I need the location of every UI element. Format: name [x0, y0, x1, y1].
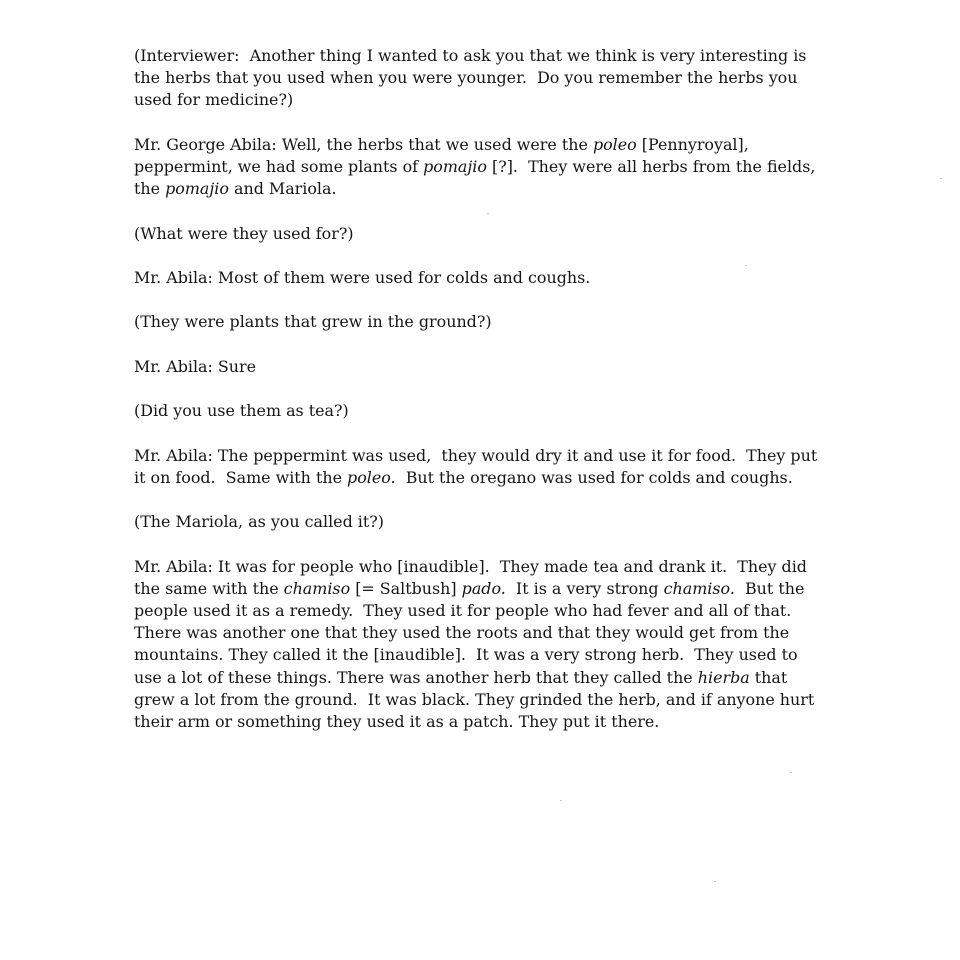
- scan-speck: [940, 178, 942, 179]
- text-segment: [?]. They were all herbs from the fields, the: [134, 157, 821, 199]
- text-segment: (What were they used for?): [134, 223, 354, 243]
- italic-term: chamiso.: [663, 578, 735, 598]
- text-segment: (Interviewer: Another thing I wanted to ask you that we think is very interesting is the herbs that you used when you were younger. Do you remember the herbs you used for medicine?): [134, 46, 812, 110]
- transcript-paragraph: [134, 556, 824, 734]
- transcript-paragraph: [134, 134, 824, 201]
- text-segment: Mr. Abila: It was for people who [inaudible]. They made tea and drank it. They did the same with the: [134, 556, 813, 598]
- transcript-paragraph: [134, 511, 824, 533]
- text-segment: [= Saltbush]: [350, 578, 462, 598]
- italic-term: pomajio: [423, 157, 487, 176]
- text-segment: Mr. George Abila: Well, the herbs that we used were the: [134, 134, 593, 154]
- italic-term: poleo: [592, 134, 637, 154]
- text-segment: (The Mariola, as you called it?): [134, 512, 384, 532]
- text-segment: It is a very strong: [505, 578, 664, 598]
- transcript-paragraph: [134, 45, 824, 112]
- transcript-body: [134, 45, 824, 755]
- transcript-paragraph: [134, 267, 824, 289]
- text-segment: that grew a lot from the ground. It was black. They grinded the herb, and if anyone hurt their arm or something they used it as a patch. They put it there.: [134, 667, 820, 731]
- text-segment: Mr. Abila: The peppermint was used, they would dry it and use it for food. They put it on food. Same with the: [134, 445, 823, 487]
- scan-speck: [745, 265, 747, 266]
- scan-speck: [790, 772, 792, 773]
- italic-term: poleo.: [347, 467, 396, 487]
- scan-speck: [487, 213, 489, 214]
- scan-speck: [560, 800, 562, 801]
- scan-speck: [714, 881, 716, 882]
- transcript-paragraph: [134, 356, 824, 378]
- text-segment: [Pennyroyal], peppermint, we had some plants of: [134, 134, 754, 176]
- transcript-paragraph: [134, 445, 824, 489]
- text-segment: (Did you use them as tea?): [134, 401, 349, 421]
- text-segment: (They were plants that grew in the ground?): [134, 312, 492, 332]
- text-segment: Mr. Abila: Sure: [134, 356, 257, 376]
- transcript-paragraph: [134, 223, 824, 245]
- transcript-paragraph: [134, 311, 824, 333]
- transcript-paragraph: [134, 400, 824, 422]
- italic-term: hierba: [697, 667, 750, 687]
- text-segment: Mr. Abila: Most of them were used for colds and coughs.: [134, 267, 591, 287]
- text-segment: and Mariola.: [228, 179, 337, 199]
- italic-term: pado.: [461, 578, 506, 598]
- text-segment: But the people used it as a remedy. They used it for people who had fever and all of that. There was another one that they used the roots and that they would get from the mountains. They called it the [inaudible]. It was a very strong herb. They used to use a lot of these things. There was another herb that they called the: [134, 578, 810, 687]
- italic-term: chamiso: [283, 578, 351, 598]
- text-segment: But the oregano was used for colds and coughs.: [395, 467, 793, 487]
- italic-term: pomajio: [165, 179, 229, 199]
